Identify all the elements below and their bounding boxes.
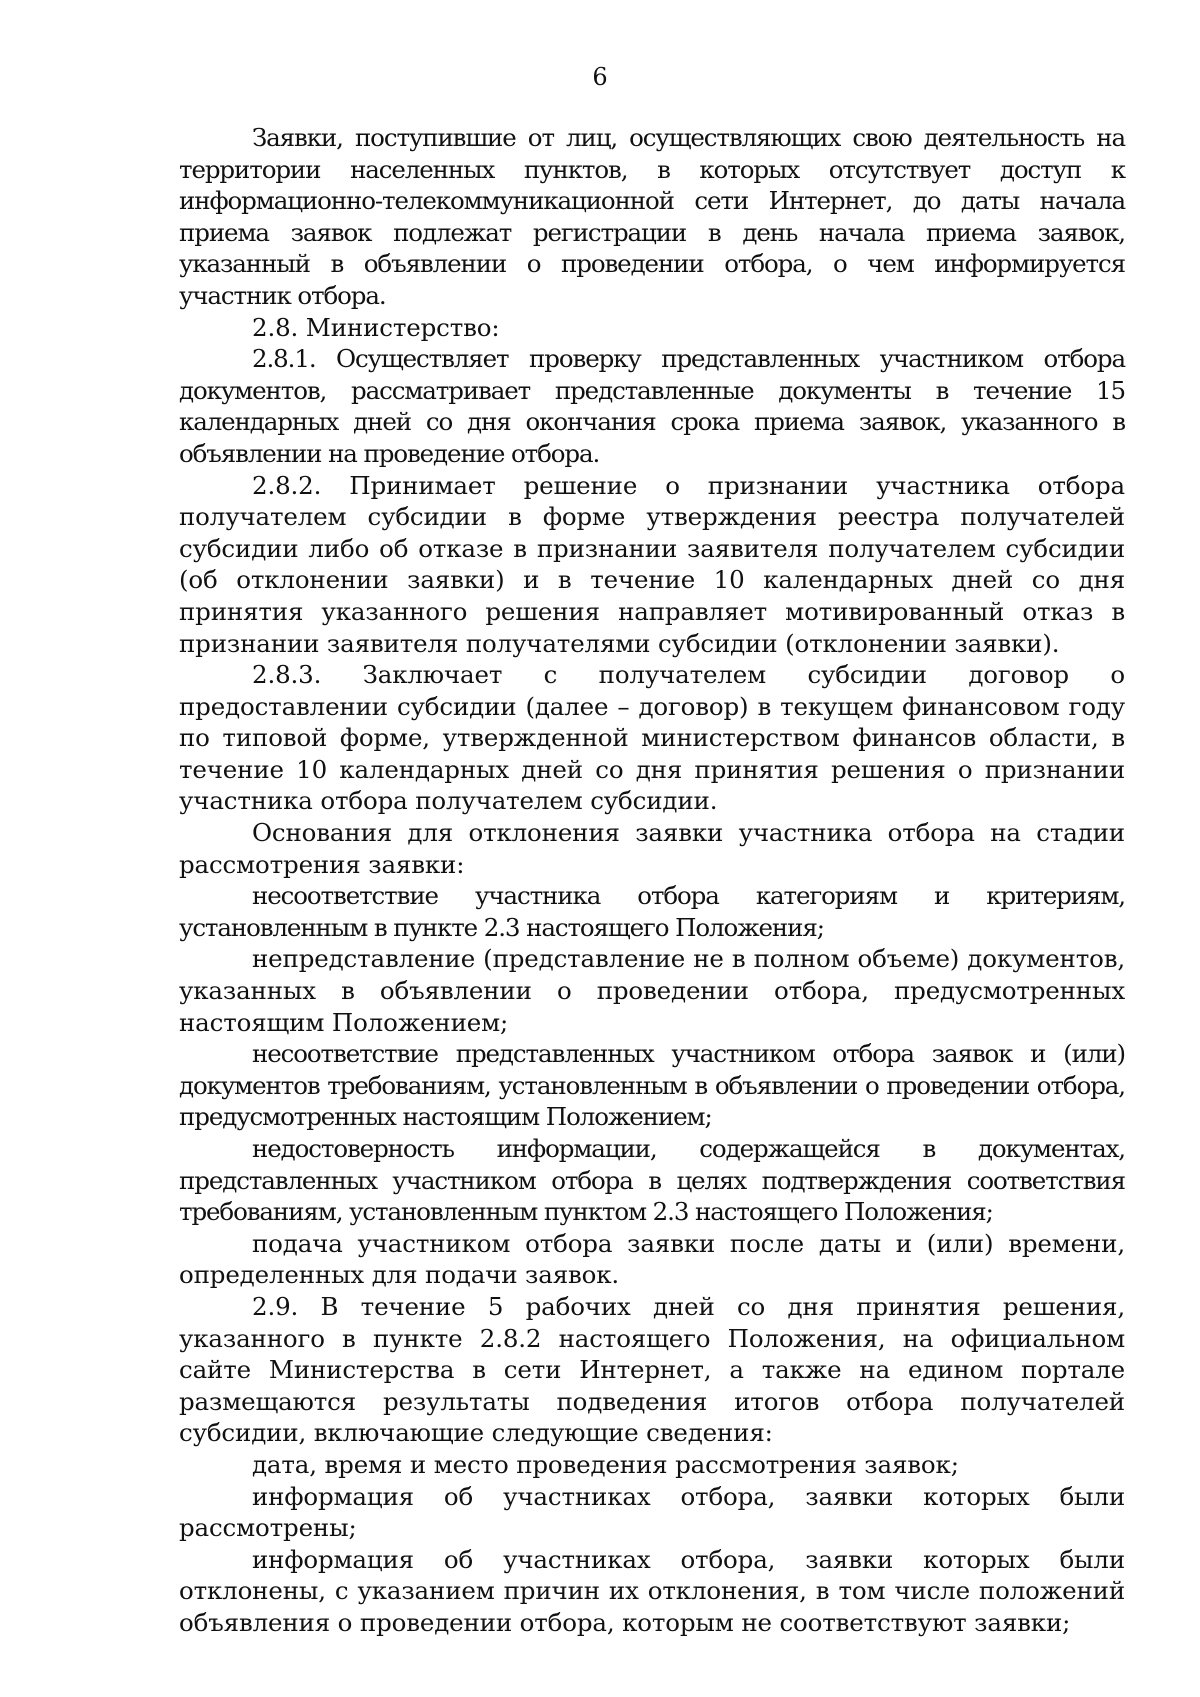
paragraph-clause-2-9: 2.9. В течение 5 рабочих дней со дня принятия решения, указанного в пункте 2.8.2 настоящего Положения, на официальном сайте Министерства в сети Интернет, а также на едином портале размещаются результаты подведения итогов отбора получателей субсидии, включающие следующие сведения:	[179, 1291, 1125, 1448]
list-item-ground-5: подача участником отбора заявки после даты и (или) времени, определенных для подачи заявок.	[179, 1228, 1125, 1290]
list-item-ground-1: несоответствие участника отбора категориям и критериям, установленным в пункте 2.3 настоящего Положения;	[179, 881, 1125, 942]
list-item-info-1: дата, время и место проведения рассмотрения заявок;	[252, 1449, 959, 1479]
paragraph-clause-2-8-1: 2.8.1. Осуществляет проверку представленных участником отбора документов, рассматривает представленные документы в течение 15 календарных дней со дня окончания срока приема заявок, указанного в объявлении на проведение отбора.	[179, 344, 1125, 468]
list-item-ground-4: недостоверность информации, содержащейся в документах, представленных участником отбора в целях подтверждения соответствия требованиям, установленным пунктом 2.3 настоящего Положения;	[179, 1134, 1125, 1227]
document-body	[179, 122, 1125, 1639]
paragraph-rejection-grounds: Основания для отклонения заявки участника отбора на стадии рассмотрения заявки:	[179, 818, 1125, 879]
list-item-info-2: информация об участниках отбора, заявки которых были рассмотрены;	[179, 1481, 1125, 1543]
list-item-info-3: информация об участниках отбора, заявки которых были отклонены, с указанием причин их отклонения, в том числе положений объявления о проведении отбора, которым не соответствуют заявки;	[179, 1544, 1125, 1637]
page-number: 6	[592, 63, 608, 91]
list-item-ground-2: непредставление (представление не в полном объеме) документов, указанных в объявлении о проведении отбора, предусмотренных настоящим Положением;	[179, 944, 1125, 1037]
paragraph-clause-2-8-2: 2.8.2. Принимает решение о признании участника отбора получателем субсидии в форме утверждения реестра получателей субсидии либо об отказе в признании заявителя получателем субсидии (об отклонении заявки) и в течение 10 календарных дней со дня принятия указанного решения направляет мотивированный отказ в признании заявителя получателями субсидии (отклонении заявки).	[179, 470, 1125, 658]
list-item-ground-3: несоответствие представленных участником отбора заявок и (или) документов требованиям, установленным в объявлении о проведении отбора, предусмотренных настоящим Положением;	[179, 1039, 1125, 1132]
paragraph-clause-2-8-3: 2.8.3. Заключает с получателем субсидии договор о предоставлении субсидии (далее – договор) в текущем финансовом году по типовой форме, утвержденной министерством финансов области, в течение 10 календарных дней со дня принятия решения о признании участника отбора получателем субсидии.	[179, 660, 1125, 816]
paragraph-intro: Заявки, поступившие от лиц, осуществляющих свою деятельность на территории населенных пунктов, в которых отсутствует доступ к информационно-телекоммуникационной сети Интернет, до даты начала приема заявок подлежат регистрации в день начала приема заявок, указанный в объявлении о проведении отбора, о чем информируется участник отбора.	[179, 123, 1125, 310]
paragraph-clause-2-8: 2.8. Министерство:	[252, 312, 500, 342]
